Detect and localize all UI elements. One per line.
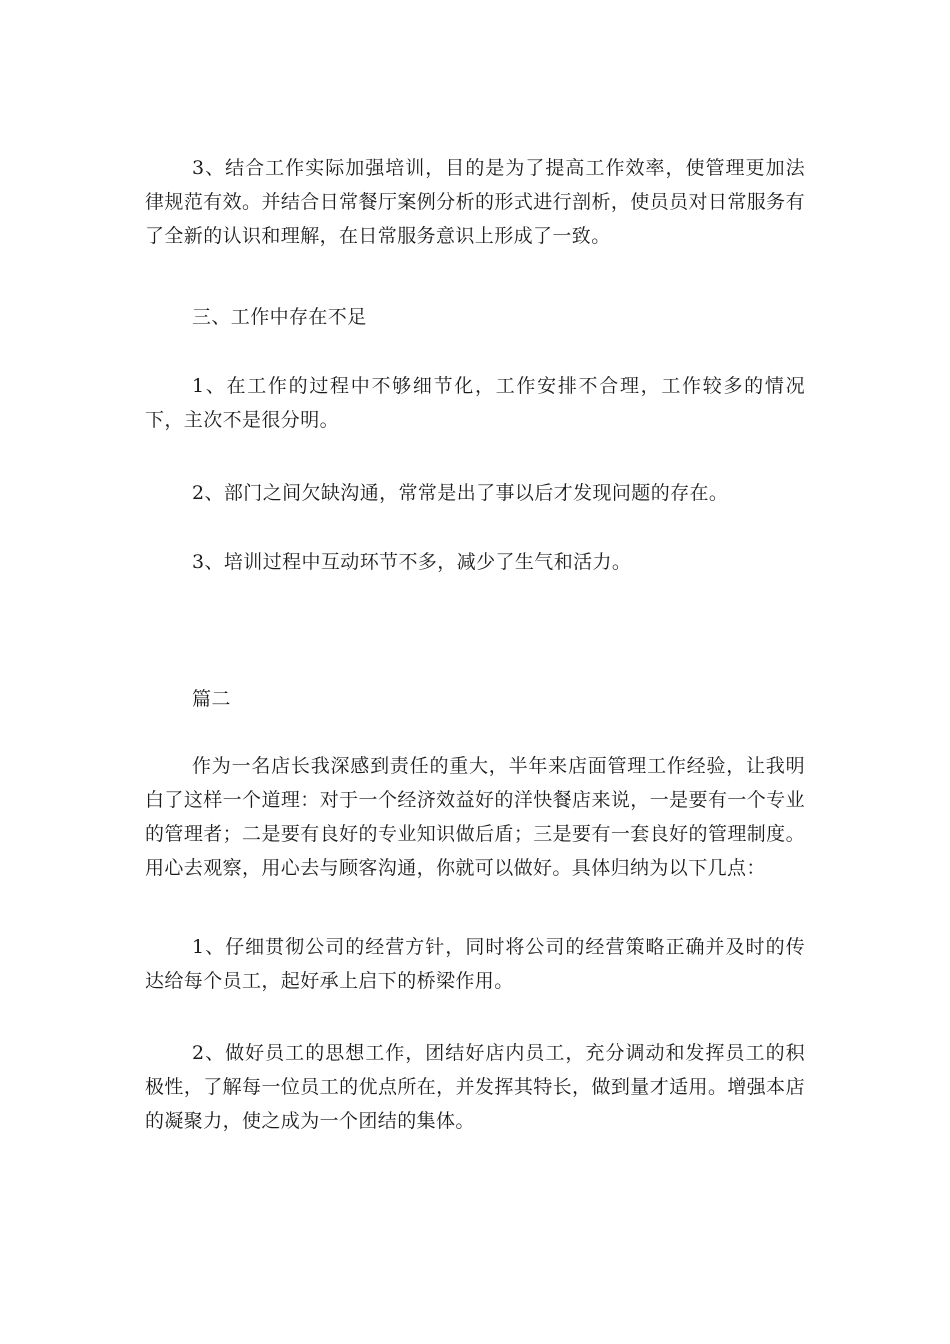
paragraph-shortcoming-1: 1、在工作的过程中不够细节化，工作安排不合理，工作较多的情况下，主次不是很分明。: [145, 375, 805, 431]
paragraph-shortcoming-2: 2、部门之间欠缺沟通，常常是出了事以后才发现问题的存在。: [192, 482, 729, 504]
paragraph-intro: 作为一名店长我深感到责任的重大，半年来店面管理工作经验，让我明白了这样一个道理：对于一个经济效益好的洋快餐店来说，一是要有一个专业的管理者；二是要有良好的专业知识做后盾；三是要有一套良好的管理制度。用心去观察，用心去与顾客沟通，你就可以做好。具体归纳为以下几点：: [145, 755, 805, 879]
paragraph-shortcoming-3: 3、培训过程中互动环节不多，减少了生气和活力。: [192, 551, 632, 573]
paragraph-training: 3、结合工作实际加强培训，目的是为了提高工作效率，使管理更加法律规范有效。并结合日常餐厅案例分析的形式进行剖析，使员员对日常服务有了全新的认识和理解，在日常服务意识上形成了一致。: [145, 157, 805, 247]
paragraph-point-2: 2、做好员工的思想工作，团结好店内员工，充分调动和发挥员工的积极性，了解每一位员工的优点所在，并发挥其特长，做到量才适用。增强本店的凝聚力，使之成为一个团结的集体。: [145, 1042, 805, 1132]
section-heading-part-two: 篇二: [192, 688, 231, 710]
paragraph-point-1: 1、仔细贯彻公司的经营方针，同时将公司的经营策略正确并及时的传达给每个员工，起好承上启下的桥梁作用。: [145, 936, 805, 992]
section-heading-shortcomings: 三、工作中存在不足: [192, 306, 367, 328]
